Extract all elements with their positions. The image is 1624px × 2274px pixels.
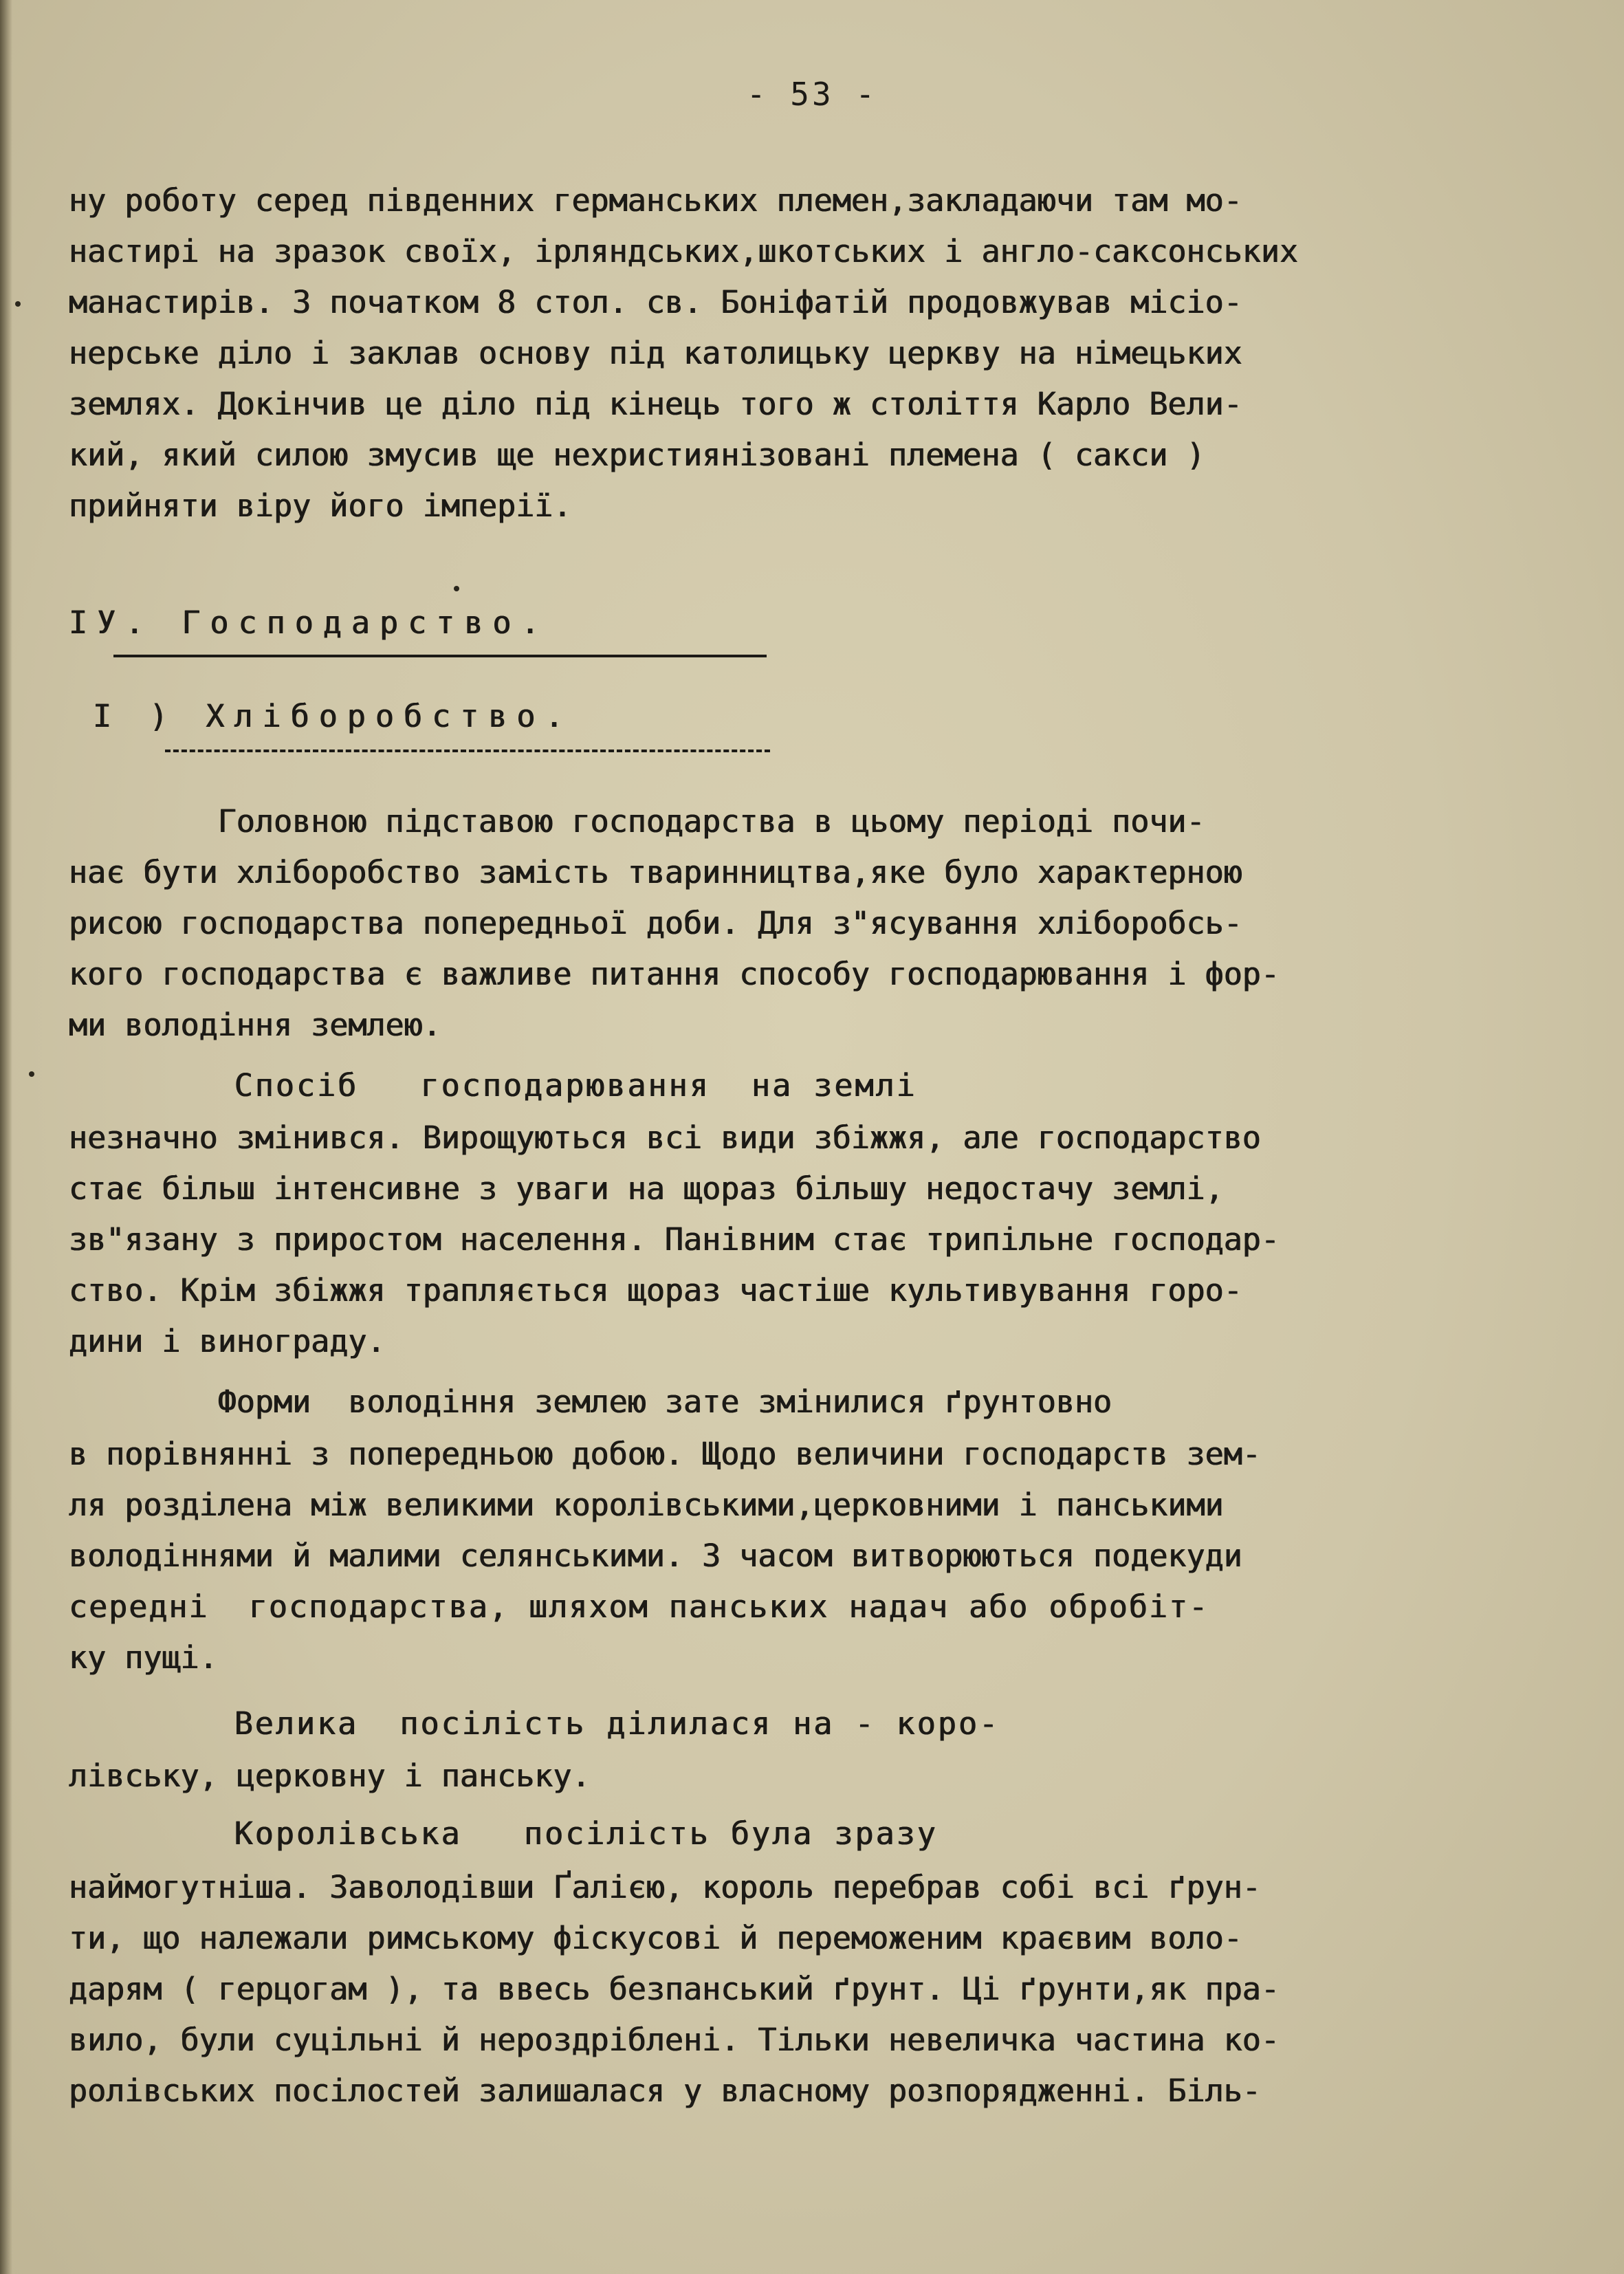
text-line: Спосіб господарювання на землі xyxy=(69,1067,917,1104)
text-line: Форми володіння землею зате змінилися ґрунтовно xyxy=(69,1384,1112,1420)
text-line: ролівських посілостей залишалася у власному розпорядженні. Біль- xyxy=(69,2073,1261,2109)
text-line: лівську, церковну і панську. xyxy=(69,1758,591,1794)
text-line: вило, були суцільні й нероздріблені. Тільки невеличка частина ко- xyxy=(69,2022,1280,2058)
text-line: дини і винограду. xyxy=(69,1323,386,1359)
text-line: середні господарства, шляхом панських надач або обробіт- xyxy=(69,1588,1209,1625)
text-line: дарям ( герцогам ), та ввесь безпанський ґрунт. Ці ґрунти,як пра- xyxy=(69,1971,1280,2007)
page-number: - 53 - xyxy=(746,76,878,113)
margin-mark xyxy=(454,586,459,591)
text-line: Головною підставою господарства в цьому періоді почи- xyxy=(69,803,1205,840)
text-line: нає бути хліборобство замість тваринництва,яке було характерною xyxy=(69,854,1242,890)
text-line: незначно змінився. Вирощуються всі види збіжжя, але господарство xyxy=(69,1119,1261,1156)
text-line: кого господарства є важливе питання способу господарювання і фор- xyxy=(69,956,1280,992)
text-line: рисою господарства попередньої доби. Для з"ясування хліборобсь- xyxy=(69,905,1242,941)
text-line: ство. Крім збіжжя трапляється щораз частіше культивування горо- xyxy=(69,1272,1242,1309)
section-heading: ІУ. Господарство. xyxy=(69,604,549,641)
text-line: ку пущі. xyxy=(69,1639,218,1676)
text-line: кий, який силою змусив ще нехристиянізовані племена ( сакси ) xyxy=(69,437,1205,473)
text-line: прийняти віру його імперії. xyxy=(69,488,572,524)
page-edge-shadow xyxy=(0,0,12,2274)
margin-mark xyxy=(15,301,21,307)
text-line: настирі на зразок своїх, ірляндських,шкотських і англо-саксонських xyxy=(69,233,1299,270)
text-line: ми володіння землею. xyxy=(69,1007,441,1043)
text-line: стає більш інтенсивне з уваги на щораз більшу недостачу землі, xyxy=(69,1170,1224,1207)
text-line: зв"язану з приростом населення. Панівним стає трипільне господар- xyxy=(69,1221,1280,1258)
text-line: нерське діло і заклав основу під католицьку церкву на німецьких xyxy=(69,335,1242,371)
text-line: Королівська посілість була зразу xyxy=(69,1815,938,1852)
text-line: володіннями й малими селянськими. З часом витворюються подекуди xyxy=(69,1538,1242,1574)
text-line: ля розділена між великими королівськими,церковними і панськими xyxy=(69,1487,1224,1523)
subsection-heading-underline xyxy=(165,750,770,752)
text-line: ну роботу серед південних германських племен,закладаючи там мо- xyxy=(69,182,1242,219)
subsection-heading: І ) Хліборобство. xyxy=(93,698,573,734)
text-line: землях. Докінчив це діло під кінець того ж століття Карло Вели- xyxy=(69,386,1242,422)
text-line: ти, що належали римському фіскусові й переможеним краєвим воло- xyxy=(69,1920,1242,1956)
section-heading-underline xyxy=(113,655,767,657)
text-line: Велика посілість ділилася на - коро- xyxy=(69,1705,1000,1742)
text-line: наймогутніша. Заволодівши Ґалією, король перебрав собі всі ґрун- xyxy=(69,1869,1261,1905)
text-line: в порівнянні з попередньою добою. Щодо величини господарств зем- xyxy=(69,1436,1261,1472)
margin-mark xyxy=(29,1071,34,1077)
text-line: манастирів. З початком 8 стол. св. Боніфатій продовжував місіо- xyxy=(69,284,1242,320)
